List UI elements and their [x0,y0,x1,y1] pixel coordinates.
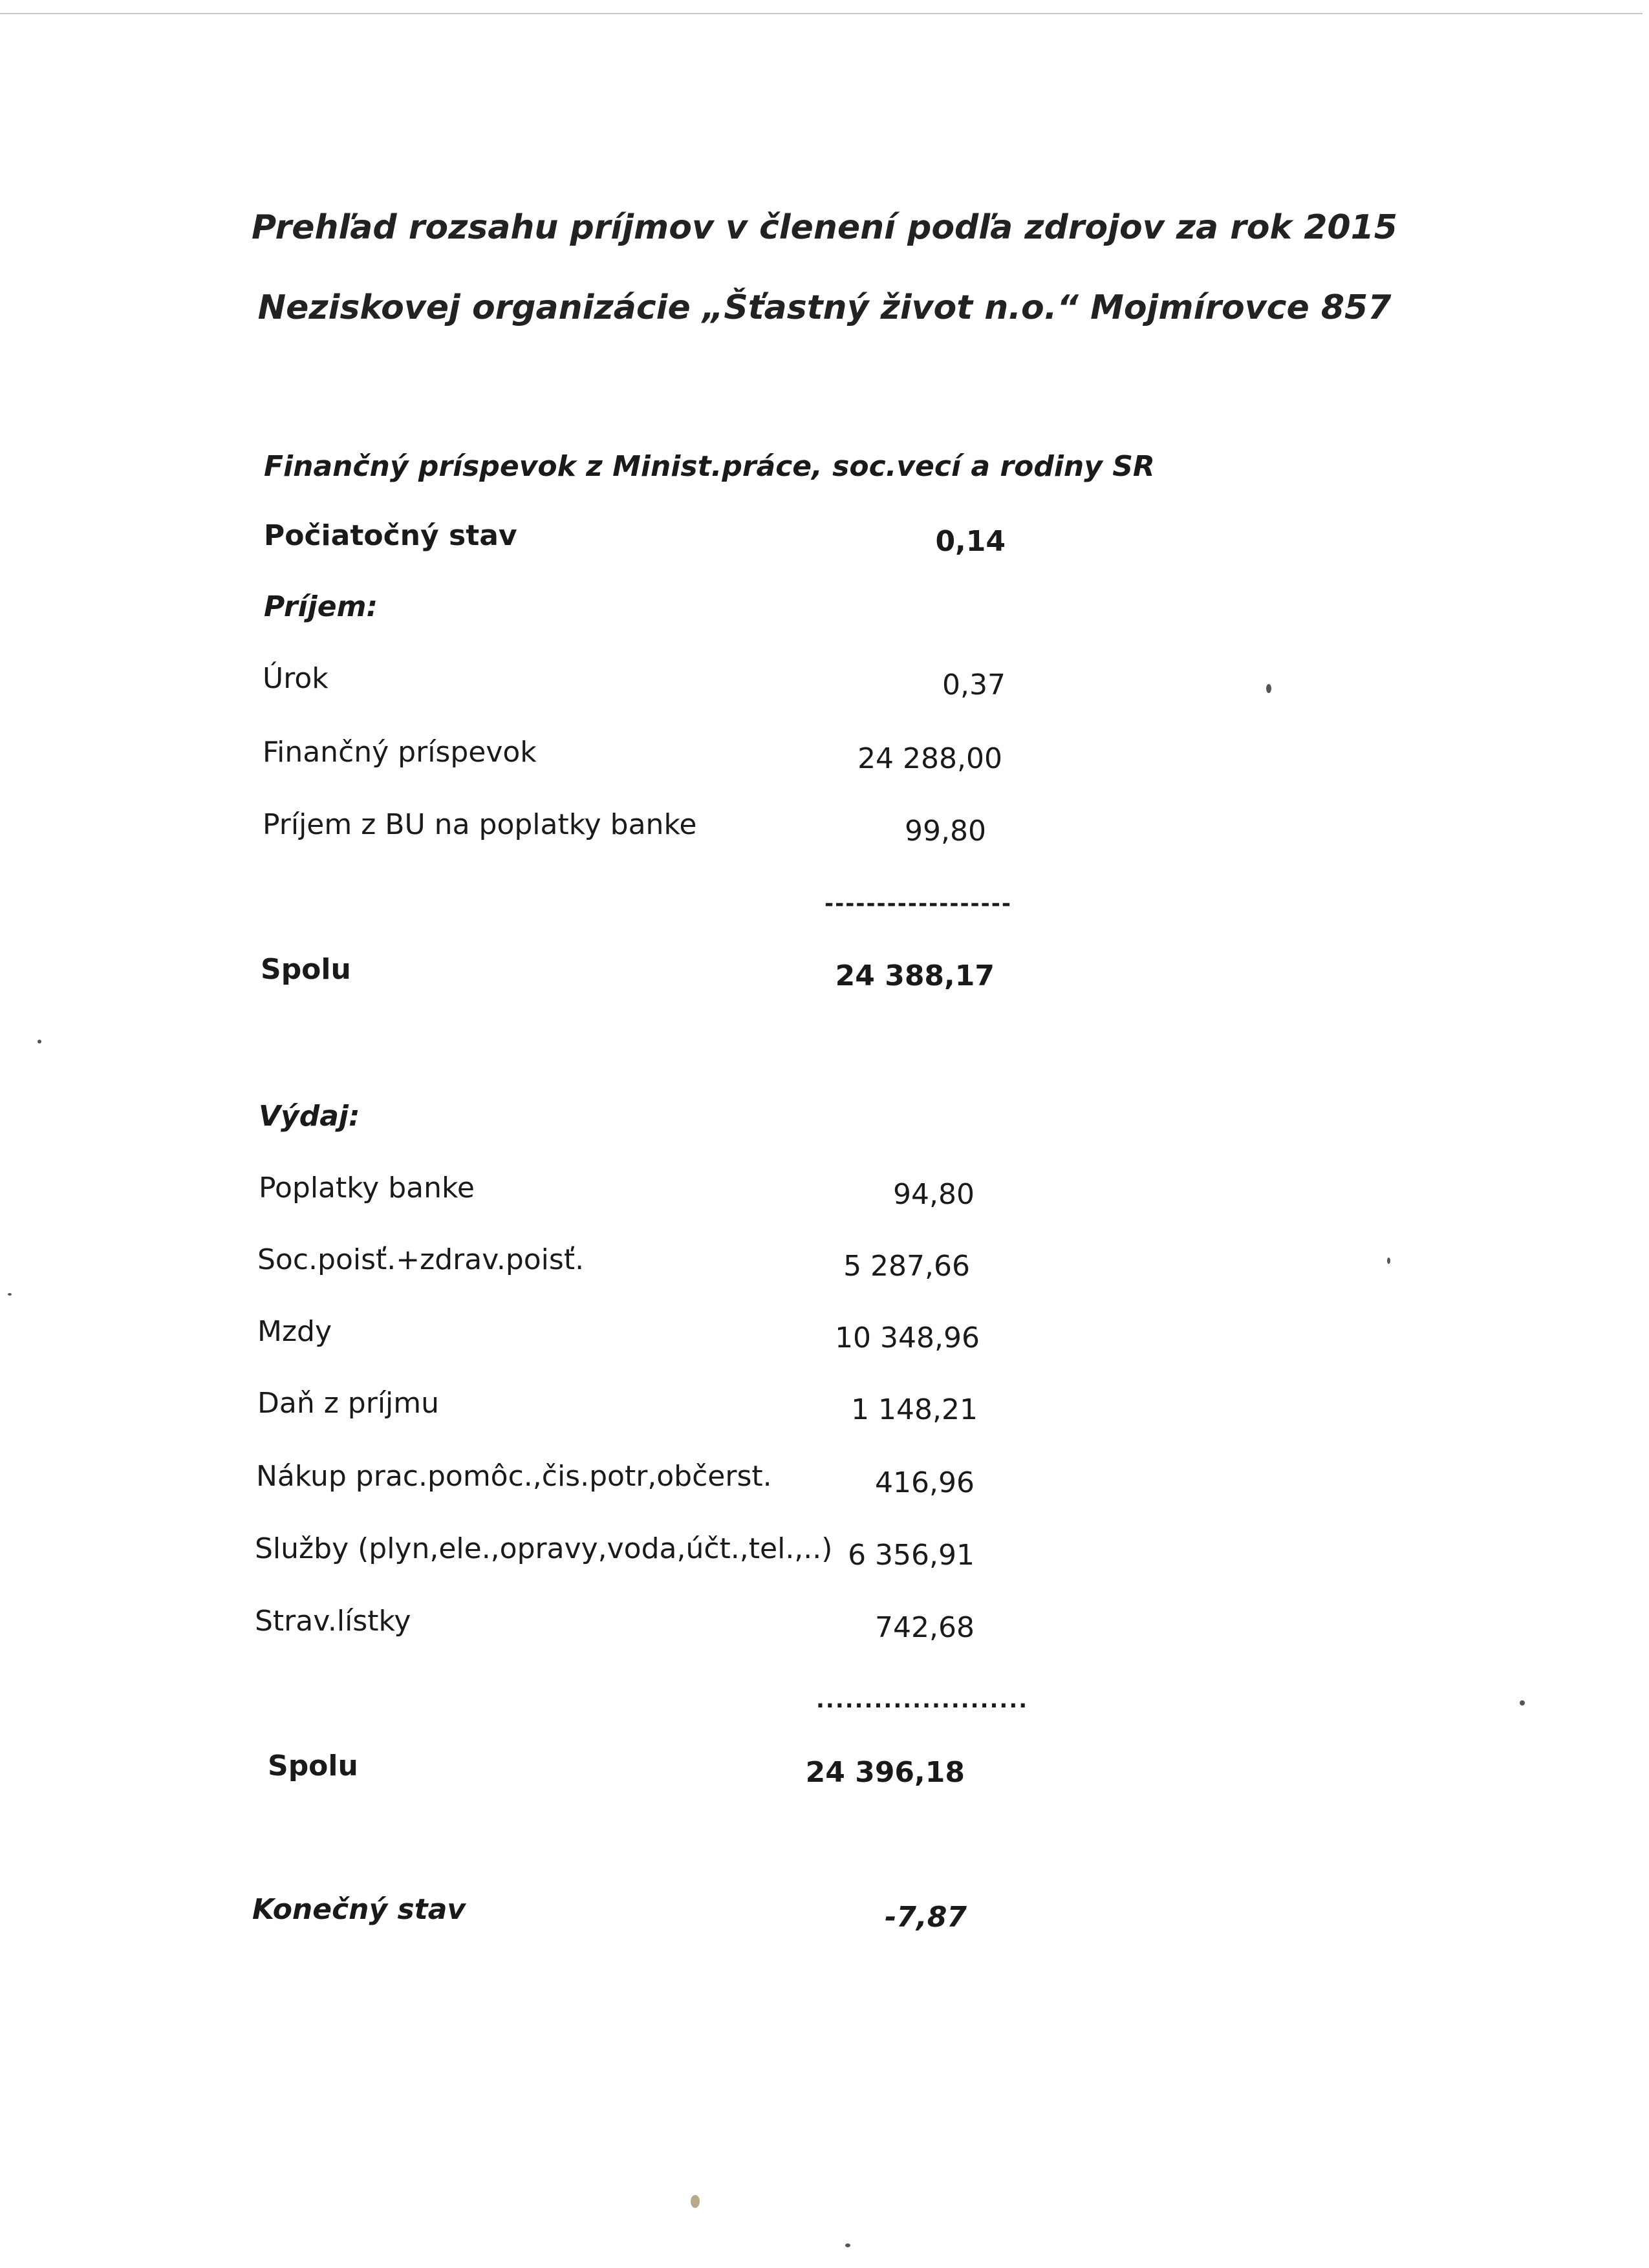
scan-speck [845,2243,850,2247]
expense-item-label: Daň z príjmu [257,1387,440,1420]
scan-top-edge [0,13,1643,14]
expenses-total-value: 24 396,18 [805,1756,965,1789]
closing-balance-label: Konečný stav [252,1893,466,1926]
income-item-value: 0,37 [942,669,1006,701]
income-heading: Príjem: [264,590,378,623]
expense-item-label: Služby (plyn,ele.,opravy,voda,účt.,tel.,..) [255,1532,833,1565]
expenses-separator: ...................... [816,1687,1029,1713]
income-total-value: 24 388,17 [835,959,995,992]
income-item-label: Príjem z BU na poplatky banke [263,808,697,841]
scan-speck [691,2195,700,2208]
income-item-value: 99,80 [905,815,986,848]
expense-item-value: 5 287,66 [843,1250,970,1283]
expense-item-label: Poplatky banke [259,1171,475,1204]
organization-title: Neziskovej organizácie „Šťastný život n.o.“ Mojmírovce 857 [257,288,1392,327]
scan-speck [38,1040,41,1043]
expense-item-value: 10 348,96 [835,1321,980,1354]
income-item-label: Úrok [263,662,329,695]
income-item-label: Finančný príspevok [263,736,537,769]
income-separator: ------------------ [824,891,1013,917]
closing-balance-value: -7,87 [885,1901,967,1934]
expense-item-value: 742,68 [875,1611,975,1644]
scan-speck [1520,1700,1525,1706]
opening-balance-value: 0,14 [935,525,1006,558]
scan-speck [8,1293,12,1296]
scan-speck [1266,684,1271,693]
section-heading: Finančný príspevok z Minist.práce, soc.vecí a rodiny SR [264,450,1155,483]
expenses-total-label: Spolu [268,1749,358,1782]
expense-item-value: 6 356,91 [848,1539,975,1572]
expenses-heading: Výdaj: [259,1100,360,1133]
expense-item-label: Mzdy [257,1315,332,1348]
scan-speck [1387,1257,1390,1264]
expense-item-value: 416,96 [875,1466,975,1499]
opening-balance-label: Počiatočný stav [264,519,517,552]
income-total-label: Spolu [261,953,351,986]
expense-item-label: Soc.poisť.+zdrav.poisť. [257,1243,585,1276]
document-title: Prehľad rozsahu príjmov v členení podľa zdrojov za rok 2015 [252,208,1397,247]
expense-item-label: Nákup prac.pomôc.,čis.potr,občerst. [256,1460,772,1493]
expense-item-label: Strav.lístky [255,1605,411,1638]
income-item-value: 24 288,00 [857,742,1002,775]
expense-item-value: 1 148,21 [851,1393,978,1426]
expense-item-value: 94,80 [893,1178,975,1211]
